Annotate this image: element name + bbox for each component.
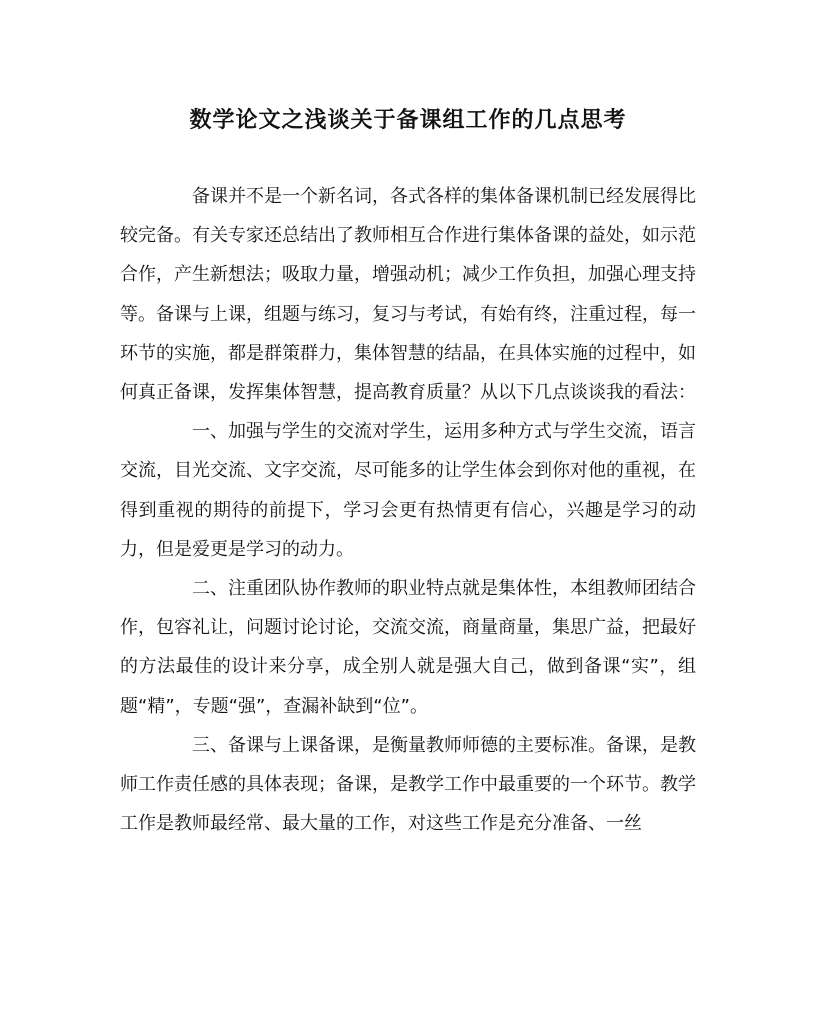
document-body [120,177,696,843]
paragraph-point-1: 一、加强与学生的交流对学生，运用多种方式与学生交流，语言交流，目光交流、文字交流，尽可能多的让学生体会到你对他的重视，在得到重视的期待的前提下，学习会更有热情更有信心，兴趣是学习的动力，但是爱更是学习的动力。 [120,421,696,560]
paragraph-intro: 备课并不是一个新名词，各式各样的集体备课机制已经发展得比较完备。有关专家还总结出了教师相互合作进行集体备课的益处，如示范合作，产生新想法；吸取力量，增强动机；减少工作负担，加强心理支持等。备课与上课，组题与练习，复习与考试，有始有终，注重过程，每一环节的实施，都是群策群力，集体智慧的结晶，在具体实施的过程中，如何真正备课，发挥集体智慧，提高教育质量？从以下几点谈谈我的看法： [120,186,696,404]
paragraph-point-2: 二、注重团队协作教师的职业特点就是集体性，本组教师团结合作，包容礼让，问题讨论讨论，交流交流，商量商量，集思广益，把最好的方法最佳的设计来分享，成全别人就是强大自己，做到备课“实”，组题“精”，专题“强”，查漏补缺到“位”。 [120,578,696,717]
document-title: 数学论文之浅谈关于备课组工作的几点思考 [189,107,627,133]
paragraph-point-3: 三、备课与上课备课，是衡量教师师德的主要标准。备课，是教师工作责任感的具体表现；备课，是教学工作中最重要的一个环节。教学工作是教师最经常、最大量的工作，对这些工作是充分准备、一丝 [120,734,696,835]
